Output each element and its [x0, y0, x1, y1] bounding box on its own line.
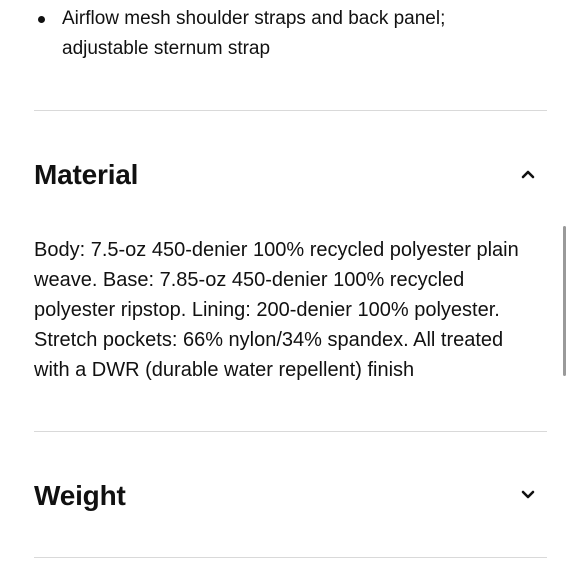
material-description: Body: 7.5-oz 450-denier 100% recycled polyester plain weave. Base: 7.85-oz 450-denier 100% recycled polyester ripstop. Lining: 200-denier 100% polyester. Stretch pockets: 66% nylon/34% spandex. All treated with a DWR (durable water repellent) finish [34, 239, 519, 381]
scrollbar[interactable] [563, 226, 566, 376]
list-item [34, 4, 534, 64]
divider [34, 431, 547, 432]
section-title-material[interactable]: Material [34, 159, 139, 190]
chevron-down-icon[interactable] [520, 487, 536, 503]
feature-text: Airflow mesh shoulder straps and back panel; adjustable sternum strap [62, 8, 446, 59]
divider [34, 110, 547, 111]
bullet-icon [38, 16, 45, 23]
section-title-weight[interactable]: Weight [34, 480, 126, 511]
feature-list [34, 0, 534, 60]
chevron-up-icon[interactable] [520, 166, 536, 182]
divider [34, 557, 547, 558]
